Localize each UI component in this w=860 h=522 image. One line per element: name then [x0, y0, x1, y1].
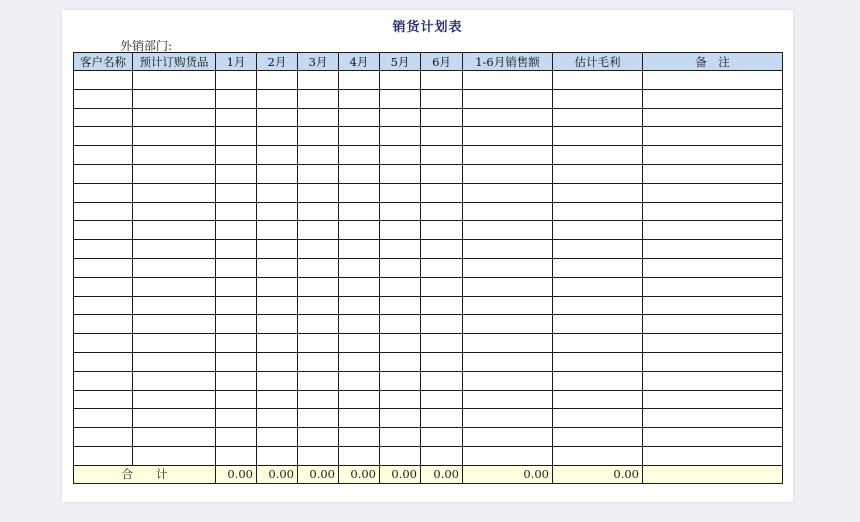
table-cell[interactable] — [463, 258, 553, 277]
table-cell[interactable] — [339, 202, 380, 221]
total-label[interactable]: 合 计 — [74, 465, 216, 483]
table-cell[interactable] — [643, 202, 783, 221]
table-cell[interactable] — [339, 446, 380, 465]
table-cell[interactable] — [553, 352, 643, 371]
table-cell[interactable] — [421, 127, 463, 146]
table-cell[interactable] — [553, 108, 643, 127]
table-cell[interactable] — [74, 202, 133, 221]
table-cell[interactable] — [643, 296, 783, 315]
table-cell[interactable] — [74, 409, 133, 428]
table-cell[interactable] — [553, 296, 643, 315]
table-cell[interactable] — [553, 371, 643, 390]
table-cell[interactable] — [216, 277, 257, 296]
table-cell[interactable] — [339, 409, 380, 428]
table-cell[interactable] — [421, 89, 463, 108]
table-cell[interactable] — [380, 409, 421, 428]
table-cell[interactable] — [380, 202, 421, 221]
table-cell[interactable] — [643, 371, 783, 390]
table-cell[interactable] — [380, 334, 421, 353]
table-cell[interactable] — [298, 390, 339, 409]
table-cell[interactable] — [380, 127, 421, 146]
table-cell[interactable] — [257, 202, 298, 221]
table-cell[interactable] — [133, 146, 216, 165]
table-cell[interactable] — [339, 390, 380, 409]
table-cell[interactable] — [74, 446, 133, 465]
table-cell[interactable] — [380, 164, 421, 183]
table-cell[interactable] — [553, 409, 643, 428]
table-cell[interactable] — [257, 334, 298, 353]
table-cell[interactable] — [74, 315, 133, 334]
table-cell[interactable] — [298, 127, 339, 146]
table-cell[interactable] — [643, 127, 783, 146]
table-cell[interactable] — [74, 89, 133, 108]
header-row — [74, 53, 783, 71]
table-cell[interactable] — [133, 296, 216, 315]
table-cell[interactable] — [257, 277, 298, 296]
table-cell[interactable] — [74, 127, 133, 146]
table-cell[interactable] — [216, 390, 257, 409]
table-cell[interactable] — [553, 183, 643, 202]
total-mar[interactable]: 0.00 — [298, 465, 339, 483]
table-cell[interactable] — [216, 108, 257, 127]
table-cell[interactable] — [463, 428, 553, 447]
table-cell[interactable] — [643, 146, 783, 165]
table-cell[interactable] — [216, 89, 257, 108]
table-cell[interactable] — [380, 352, 421, 371]
table-cell[interactable] — [257, 108, 298, 127]
sales-plan-table — [73, 52, 783, 484]
table-cell[interactable] — [216, 221, 257, 240]
table-cell[interactable] — [463, 89, 553, 108]
table-cell[interactable] — [74, 390, 133, 409]
table-cell[interactable] — [339, 71, 380, 90]
table-cell[interactable] — [257, 446, 298, 465]
table-cell[interactable] — [216, 127, 257, 146]
table-cell[interactable] — [133, 108, 216, 127]
table-cell[interactable] — [553, 146, 643, 165]
table-cell[interactable] — [257, 409, 298, 428]
table-cell[interactable] — [339, 183, 380, 202]
table-cell[interactable] — [463, 183, 553, 202]
table-cell[interactable] — [421, 71, 463, 90]
table-cell[interactable] — [421, 164, 463, 183]
table-cell[interactable] — [216, 183, 257, 202]
table-cell[interactable] — [216, 409, 257, 428]
total-may[interactable]: 0.00 — [380, 465, 421, 483]
table-cell[interactable] — [74, 164, 133, 183]
table-cell[interactable] — [421, 315, 463, 334]
col-header-planned-goods[interactable]: 预计订购货品 — [133, 53, 216, 71]
table-cell[interactable] — [380, 258, 421, 277]
table-cell[interactable] — [421, 221, 463, 240]
table-cell[interactable] — [133, 334, 216, 353]
total-jun[interactable]: 0.00 — [421, 465, 463, 483]
table-cell[interactable] — [216, 296, 257, 315]
table-cell[interactable] — [380, 240, 421, 259]
table-cell[interactable] — [421, 371, 463, 390]
table-cell[interactable] — [133, 315, 216, 334]
table-cell[interactable] — [463, 71, 553, 90]
table-cell[interactable] — [553, 240, 643, 259]
table-cell[interactable] — [257, 258, 298, 277]
col-header-jan[interactable]: 1月 — [216, 53, 257, 71]
table-cell[interactable] — [463, 146, 553, 165]
table-cell[interactable] — [257, 352, 298, 371]
table-cell[interactable] — [216, 371, 257, 390]
table-cell[interactable] — [339, 221, 380, 240]
table-row — [74, 446, 783, 465]
table-cell[interactable] — [553, 428, 643, 447]
table-cell[interactable] — [74, 221, 133, 240]
table-cell[interactable] — [298, 334, 339, 353]
table-row — [74, 71, 783, 90]
col-header-jun[interactable]: 6月 — [421, 53, 463, 71]
table-row — [74, 277, 783, 296]
table-cell[interactable] — [74, 277, 133, 296]
table-cell[interactable] — [133, 164, 216, 183]
table-cell[interactable] — [216, 446, 257, 465]
col-header-remarks[interactable]: 备 注 — [643, 53, 783, 71]
table-cell[interactable] — [74, 334, 133, 353]
table-cell[interactable] — [74, 428, 133, 447]
table-cell[interactable] — [133, 390, 216, 409]
table-cell[interactable] — [380, 108, 421, 127]
col-header-apr[interactable]: 4月 — [339, 53, 380, 71]
table-cell[interactable] — [216, 164, 257, 183]
table-row — [74, 390, 783, 409]
table-cell[interactable] — [216, 146, 257, 165]
table-cell[interactable] — [421, 352, 463, 371]
table-row — [74, 127, 783, 146]
table-cell[interactable] — [298, 296, 339, 315]
table-cell[interactable] — [339, 89, 380, 108]
table-cell[interactable] — [380, 146, 421, 165]
table-cell[interactable] — [643, 409, 783, 428]
table-cell[interactable] — [553, 164, 643, 183]
table-cell[interactable] — [257, 315, 298, 334]
table-cell[interactable] — [133, 89, 216, 108]
table-cell[interactable] — [463, 334, 553, 353]
table-cell[interactable] — [133, 277, 216, 296]
table-cell[interactable] — [553, 71, 643, 90]
table-cell[interactable] — [643, 352, 783, 371]
table-cell[interactable] — [339, 296, 380, 315]
table-cell[interactable] — [339, 146, 380, 165]
total-jan[interactable]: 0.00 — [216, 465, 257, 483]
table-row — [74, 334, 783, 353]
table-cell[interactable] — [74, 146, 133, 165]
table-cell[interactable] — [463, 315, 553, 334]
table-cell[interactable] — [643, 89, 783, 108]
table-cell[interactable] — [298, 202, 339, 221]
col-header-customer[interactable]: 客户名称 — [74, 53, 133, 71]
table-cell[interactable] — [216, 71, 257, 90]
sheet-title: 销货计划表 — [392, 20, 463, 35]
table-cell[interactable] — [643, 446, 783, 465]
table-cell[interactable] — [298, 277, 339, 296]
table-cell[interactable] — [380, 71, 421, 90]
table-cell[interactable] — [257, 89, 298, 108]
table-cell[interactable] — [643, 108, 783, 127]
table-cell[interactable] — [74, 108, 133, 127]
table-cell[interactable] — [257, 127, 298, 146]
table-cell[interactable] — [553, 89, 643, 108]
table-cell[interactable] — [257, 296, 298, 315]
table-row — [74, 428, 783, 447]
table-row — [74, 296, 783, 315]
table-cell[interactable] — [463, 409, 553, 428]
table-cell[interactable] — [421, 428, 463, 447]
table-cell[interactable] — [298, 315, 339, 334]
table-cell[interactable] — [643, 428, 783, 447]
table-cell[interactable] — [643, 334, 783, 353]
table-row — [74, 146, 783, 165]
table-row — [74, 352, 783, 371]
table-cell[interactable] — [553, 127, 643, 146]
table-cell[interactable] — [339, 334, 380, 353]
table-cell[interactable] — [133, 409, 216, 428]
table-cell[interactable] — [463, 240, 553, 259]
table-row — [74, 202, 783, 221]
table-row — [74, 240, 783, 259]
table-cell[interactable] — [74, 183, 133, 202]
table-cell[interactable] — [463, 390, 553, 409]
table-row — [74, 258, 783, 277]
table-cell[interactable] — [133, 183, 216, 202]
table-cell[interactable] — [298, 446, 339, 465]
table-cell[interactable] — [463, 221, 553, 240]
table-row — [74, 108, 783, 127]
table-cell[interactable] — [133, 446, 216, 465]
table-row — [74, 183, 783, 202]
table-cell[interactable] — [339, 352, 380, 371]
table-cell[interactable] — [339, 108, 380, 127]
table-row — [74, 371, 783, 390]
table-cell[interactable] — [421, 446, 463, 465]
table-cell[interactable] — [643, 164, 783, 183]
table-cell[interactable] — [133, 258, 216, 277]
table-cell[interactable] — [339, 164, 380, 183]
table-cell[interactable] — [463, 277, 553, 296]
table-cell[interactable] — [380, 446, 421, 465]
department-label: 外销部门: — [120, 39, 173, 53]
table-cell[interactable] — [421, 202, 463, 221]
table-cell[interactable] — [463, 446, 553, 465]
total-feb[interactable]: 0.00 — [257, 465, 298, 483]
table-cell[interactable] — [298, 428, 339, 447]
table-cell[interactable] — [421, 334, 463, 353]
table-cell[interactable] — [380, 89, 421, 108]
table-cell[interactable] — [643, 390, 783, 409]
table-cell[interactable] — [257, 164, 298, 183]
total-apr[interactable]: 0.00 — [339, 465, 380, 483]
table-cell[interactable] — [74, 352, 133, 371]
col-header-gross-profit[interactable]: 估计毛利 — [553, 53, 643, 71]
table-cell[interactable] — [421, 390, 463, 409]
table-cell[interactable] — [421, 108, 463, 127]
table-cell[interactable] — [298, 371, 339, 390]
table-cell[interactable] — [463, 108, 553, 127]
table-cell[interactable] — [133, 240, 216, 259]
table-cell[interactable] — [421, 409, 463, 428]
table-cell[interactable] — [257, 371, 298, 390]
table-cell[interactable] — [257, 221, 298, 240]
table-cell[interactable] — [216, 352, 257, 371]
table-cell[interactable] — [133, 371, 216, 390]
table-cell[interactable] — [133, 352, 216, 371]
table-cell[interactable] — [74, 371, 133, 390]
table-cell[interactable] — [216, 315, 257, 334]
table-cell[interactable] — [298, 183, 339, 202]
table-cell[interactable] — [298, 146, 339, 165]
table-cell[interactable] — [421, 183, 463, 202]
table-cell[interactable] — [380, 428, 421, 447]
total-row — [74, 465, 783, 483]
table-row — [74, 315, 783, 334]
table-cell[interactable] — [643, 221, 783, 240]
table-cell[interactable] — [298, 352, 339, 371]
table-cell[interactable] — [339, 127, 380, 146]
table-cell[interactable] — [463, 296, 553, 315]
table-cell[interactable] — [74, 258, 133, 277]
table-cell[interactable] — [298, 108, 339, 127]
table-cell[interactable] — [216, 240, 257, 259]
table-row — [74, 164, 783, 183]
table-cell[interactable] — [553, 446, 643, 465]
total-remarks[interactable] — [643, 465, 783, 483]
table-cell[interactable] — [553, 221, 643, 240]
table-cell[interactable] — [463, 352, 553, 371]
table-cell[interactable] — [298, 71, 339, 90]
table-cell[interactable] — [74, 296, 133, 315]
table-cell[interactable] — [643, 240, 783, 259]
table-cell[interactable] — [380, 390, 421, 409]
table-cell[interactable] — [133, 127, 216, 146]
table-cell[interactable] — [298, 409, 339, 428]
table-cell[interactable] — [421, 146, 463, 165]
table-cell[interactable] — [216, 258, 257, 277]
table-row — [74, 409, 783, 428]
table-cell[interactable] — [553, 258, 643, 277]
table-cell[interactable] — [463, 202, 553, 221]
table-cell[interactable] — [257, 183, 298, 202]
table-cell[interactable] — [133, 71, 216, 90]
table-cell[interactable] — [339, 428, 380, 447]
table-cell[interactable] — [74, 71, 133, 90]
table-cell[interactable] — [380, 296, 421, 315]
table-cell[interactable] — [643, 315, 783, 334]
table-cell[interactable] — [421, 296, 463, 315]
table-cell[interactable] — [298, 258, 339, 277]
table-cell[interactable] — [643, 277, 783, 296]
table-cell[interactable] — [133, 202, 216, 221]
table-cell[interactable] — [257, 390, 298, 409]
table-cell[interactable] — [553, 202, 643, 221]
col-header-mar[interactable]: 3月 — [298, 53, 339, 71]
table-cell[interactable] — [421, 277, 463, 296]
table-row — [74, 221, 783, 240]
table-row — [74, 89, 783, 108]
table-cell[interactable] — [339, 315, 380, 334]
table-cell[interactable] — [339, 277, 380, 296]
table-cell[interactable] — [643, 71, 783, 90]
table-cell[interactable] — [257, 71, 298, 90]
table-cell[interactable] — [298, 164, 339, 183]
col-header-feb[interactable]: 2月 — [257, 53, 298, 71]
table-cell[interactable] — [257, 240, 298, 259]
table-cell[interactable] — [380, 183, 421, 202]
table-cell[interactable] — [463, 371, 553, 390]
total-gross-profit[interactable]: 0.00 — [553, 465, 643, 483]
table-cell[interactable] — [339, 258, 380, 277]
table-cell[interactable] — [339, 371, 380, 390]
table-cell[interactable] — [643, 183, 783, 202]
table-cell[interactable] — [380, 221, 421, 240]
table-cell[interactable] — [298, 89, 339, 108]
table-cell[interactable] — [380, 371, 421, 390]
col-header-may[interactable]: 5月 — [380, 53, 421, 71]
table-cell[interactable] — [216, 202, 257, 221]
table-cell[interactable] — [216, 428, 257, 447]
table-cell[interactable] — [339, 240, 380, 259]
table-cell[interactable] — [553, 390, 643, 409]
table-cell[interactable] — [421, 240, 463, 259]
table-cell[interactable] — [133, 221, 216, 240]
table-cell[interactable] — [298, 240, 339, 259]
table-cell[interactable] — [553, 315, 643, 334]
table-cell[interactable] — [133, 428, 216, 447]
table-cell[interactable] — [74, 240, 133, 259]
table-cell[interactable] — [380, 315, 421, 334]
table-cell[interactable] — [553, 334, 643, 353]
table-cell[interactable] — [216, 334, 257, 353]
table-cell[interactable] — [380, 277, 421, 296]
total-h1-sales[interactable]: 0.00 — [463, 465, 553, 483]
table-cell[interactable] — [257, 428, 298, 447]
table-cell[interactable] — [643, 258, 783, 277]
table-cell[interactable] — [257, 146, 298, 165]
table-cell[interactable] — [463, 127, 553, 146]
table-cell[interactable] — [463, 164, 553, 183]
col-header-h1-sales[interactable]: 1-6月销售额 — [463, 53, 553, 71]
table-cell[interactable] — [553, 277, 643, 296]
table-cell[interactable] — [421, 258, 463, 277]
table-cell[interactable] — [298, 221, 339, 240]
